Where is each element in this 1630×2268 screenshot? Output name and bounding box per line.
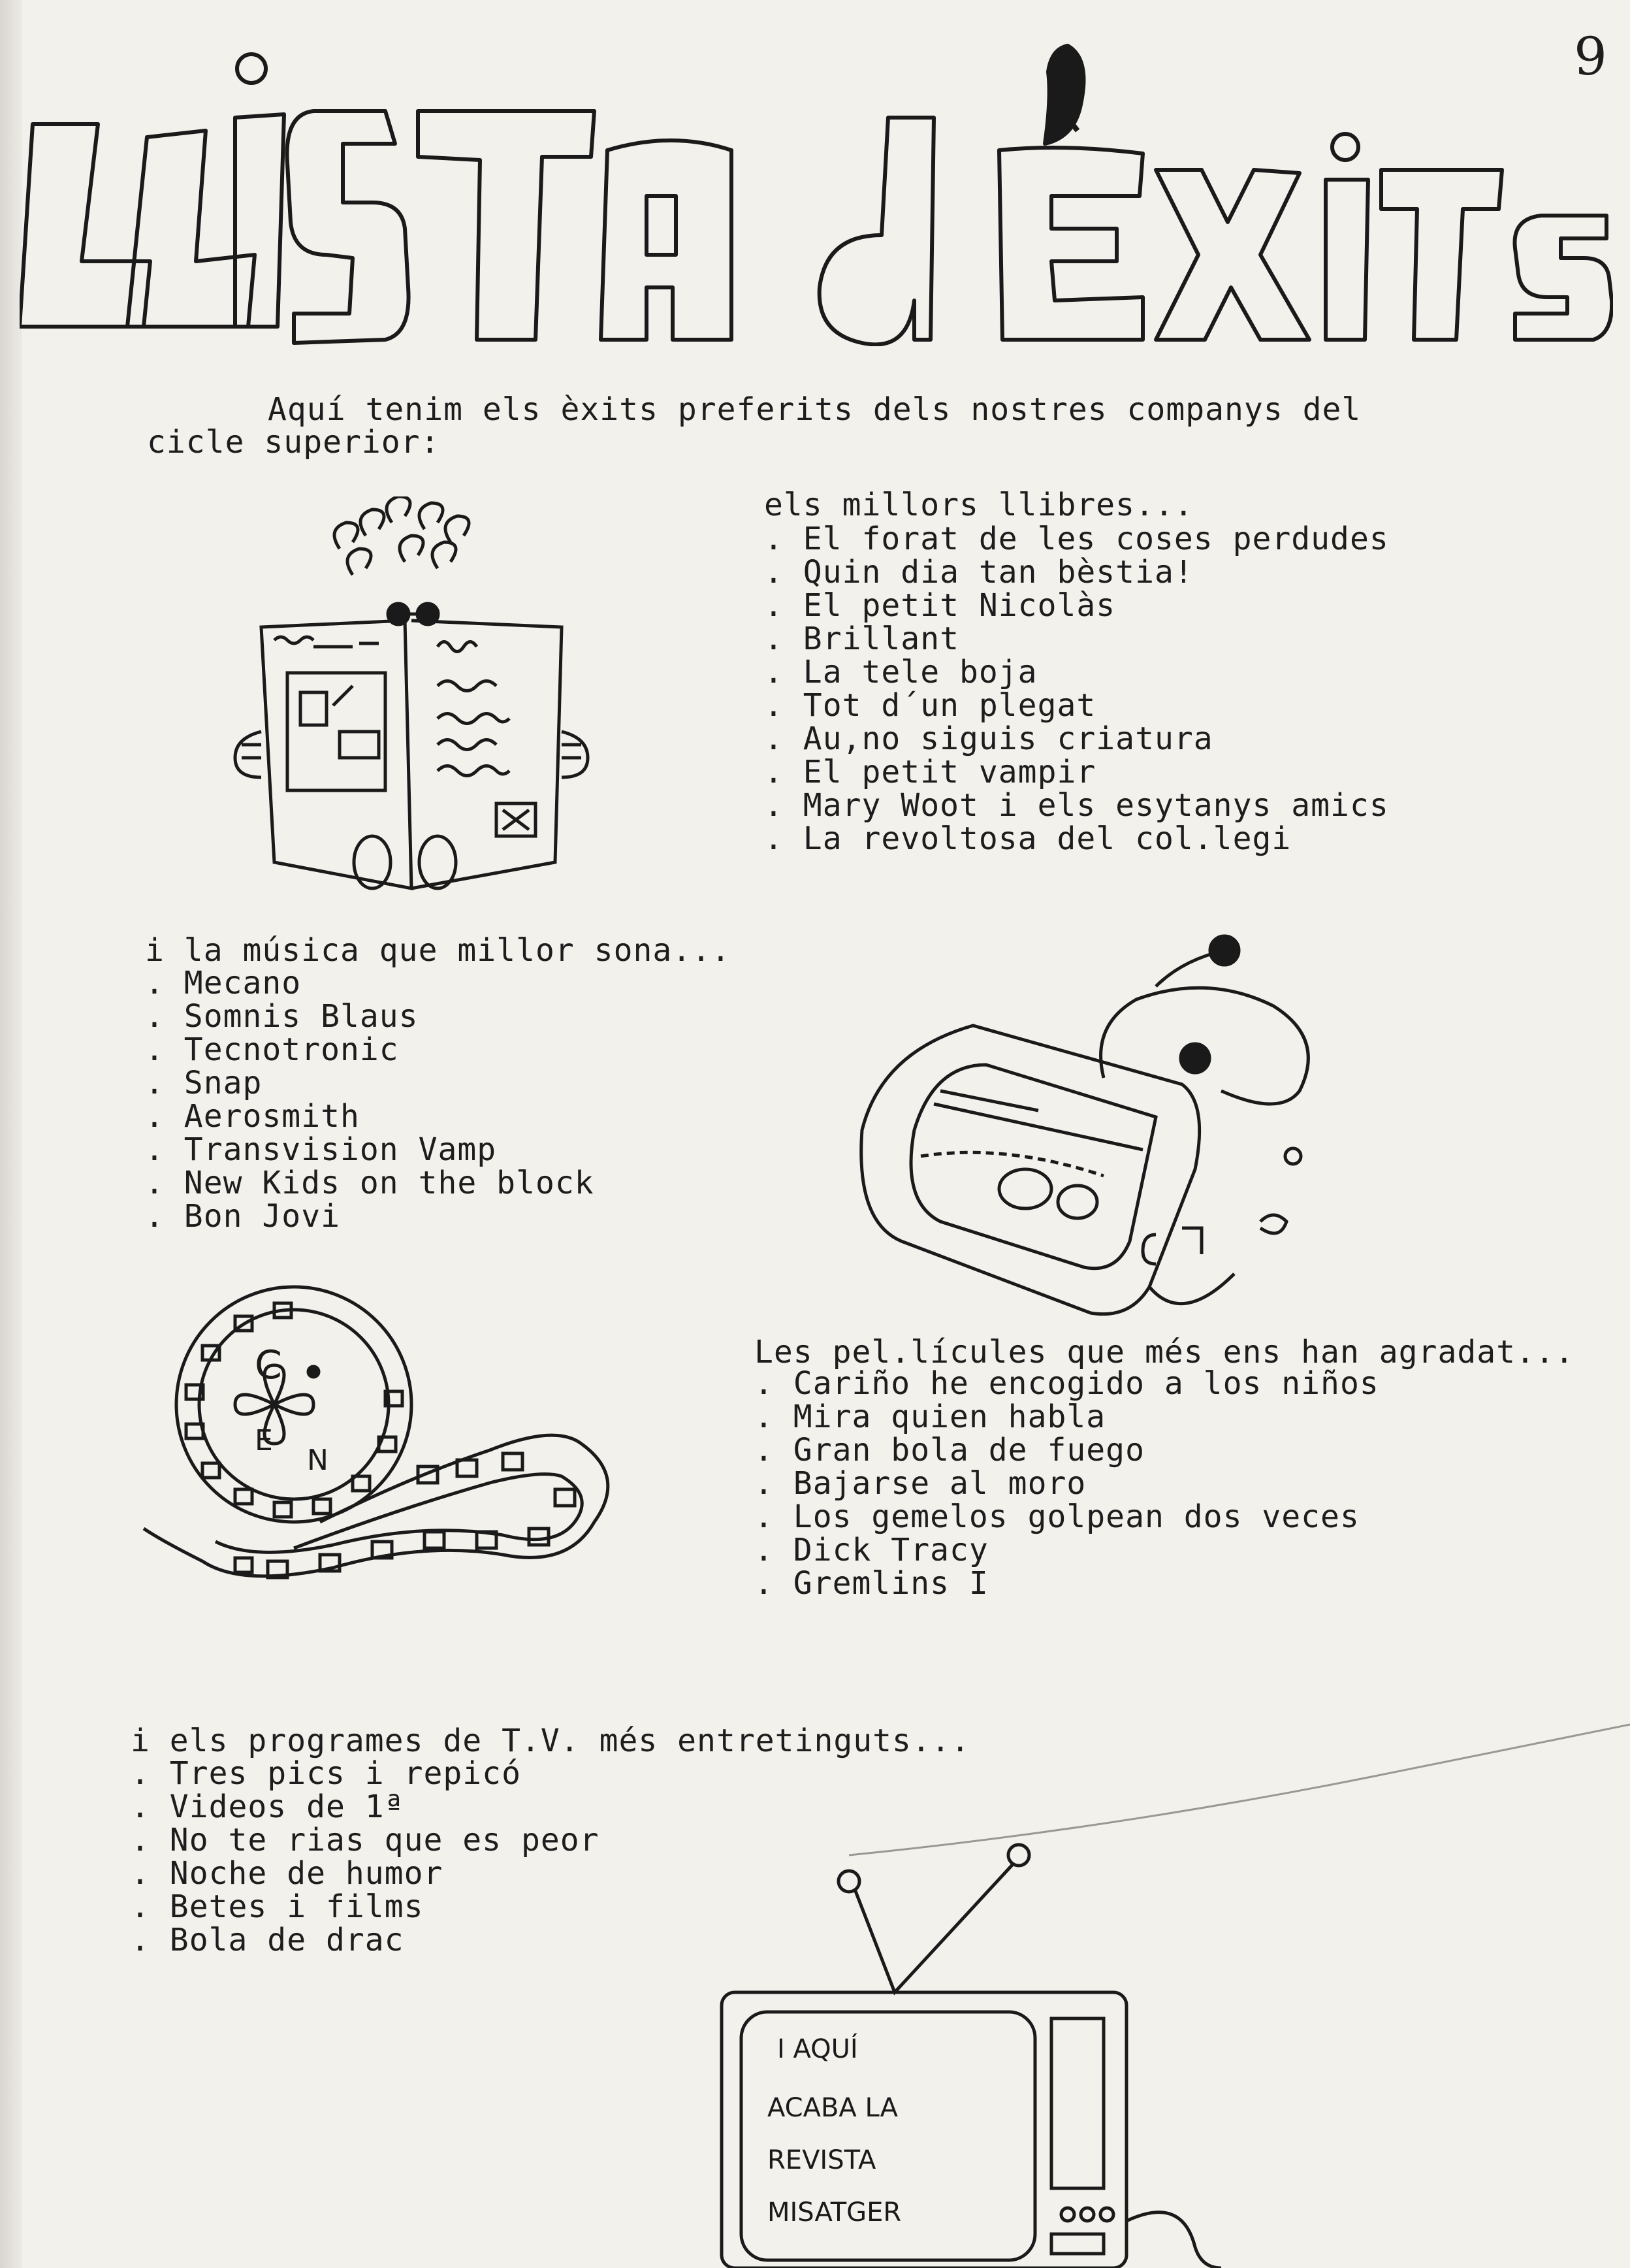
film-reel-letter-e: E xyxy=(255,1424,273,1457)
title-letter-i2 xyxy=(1326,180,1368,340)
films-heading: Les pel.lícules que més ens han agradat... xyxy=(754,1334,1574,1370)
music-heading: i la música que millor sona... xyxy=(145,932,731,969)
list-item: . Brillant xyxy=(764,623,1389,656)
list-item: . Bajarse al moro xyxy=(754,1467,1379,1500)
list-item: . Tres pics i repicó xyxy=(131,1757,599,1790)
list-item: . Cariño he encogido a los niños xyxy=(754,1367,1379,1401)
title-letter-a xyxy=(601,140,731,340)
tv-screen-line-4: MISATGER xyxy=(767,2197,902,2228)
music-list xyxy=(145,967,594,1233)
title-letter-i xyxy=(235,114,284,327)
film-reel-drawing xyxy=(137,1280,712,1620)
list-item: . Los gemelos golpean dos veces xyxy=(754,1500,1379,1534)
title-letter-t xyxy=(418,111,594,340)
list-item: . Dick Tracy xyxy=(754,1534,1379,1567)
list-item: . Somnis Blaus xyxy=(145,1000,594,1033)
list-item: . Snap xyxy=(145,1067,594,1100)
list-item: . Betes i films xyxy=(131,1890,599,1924)
list-item: . Quin dia tan bèstia! xyxy=(764,556,1389,589)
list-item: . New Kids on the block xyxy=(145,1167,594,1200)
page-number: 9 xyxy=(1574,26,1607,87)
list-item: . Bola de drac xyxy=(131,1924,599,1957)
list-item: . Mary Woot i els esytanys amics xyxy=(764,789,1389,822)
list-item: . La tele boja xyxy=(764,656,1389,689)
title-letter-d xyxy=(820,118,934,344)
list-item: . Aerosmith xyxy=(145,1100,594,1133)
walkman-drawing xyxy=(842,934,1339,1339)
page-title xyxy=(20,39,1613,346)
tv-screen-line-2: ACABA LA xyxy=(767,2093,899,2123)
list-item: . Au,no siguis criatura xyxy=(764,722,1389,756)
tv-list xyxy=(131,1757,599,1957)
tv-drawing xyxy=(712,1829,1234,2268)
list-item: . Bon Jovi xyxy=(145,1200,594,1233)
tv-screen-line-1: I AQUÍ xyxy=(777,2034,858,2064)
books-list xyxy=(764,523,1389,856)
list-item: . Gremlins I xyxy=(754,1567,1379,1600)
list-item: . El petit vampir xyxy=(764,756,1389,789)
list-item: . Tot d´un plegat xyxy=(764,689,1389,722)
films-list xyxy=(754,1367,1379,1600)
title-letter-x xyxy=(1156,170,1309,340)
list-item: . Videos de 1ª xyxy=(131,1790,599,1824)
list-item: . Mecano xyxy=(145,967,594,1000)
list-item: . El petit Nicolàs xyxy=(764,589,1389,623)
list-item: . Transvision Vamp xyxy=(145,1133,594,1167)
list-item: . El forat de les coses perdudes xyxy=(764,523,1389,556)
film-reel-letter-n: N xyxy=(307,1444,328,1477)
page-edge xyxy=(0,0,22,2268)
list-item: . Tecnotronic xyxy=(145,1033,594,1067)
title-letter-s2 xyxy=(1515,216,1612,340)
tv-screen-line-3: REVISTA xyxy=(767,2145,876,2175)
title-letter-e xyxy=(999,148,1143,340)
tv-heading: i els programes de T.V. més entretinguts... xyxy=(131,1723,970,1759)
list-item: . La revoltosa del col.legi xyxy=(764,822,1389,856)
title-letter-s xyxy=(287,111,409,343)
books-heading: els millors llibres... xyxy=(764,487,1194,523)
list-item: . No te rias que es peor xyxy=(131,1824,599,1857)
book-reader-drawing xyxy=(209,496,627,901)
intro-line-2: cicle superior: xyxy=(147,424,440,461)
list-item: . Noche de humor xyxy=(131,1857,599,1890)
title-letter-t2 xyxy=(1381,170,1502,340)
intro-line-1: Aquí tenim els èxits preferits dels nostres companys del xyxy=(268,391,1362,428)
film-reel-letter-c: C xyxy=(255,1342,282,1388)
list-item: . Mira quien habla xyxy=(754,1401,1379,1434)
list-item: . Gran bola de fuego xyxy=(754,1434,1379,1467)
